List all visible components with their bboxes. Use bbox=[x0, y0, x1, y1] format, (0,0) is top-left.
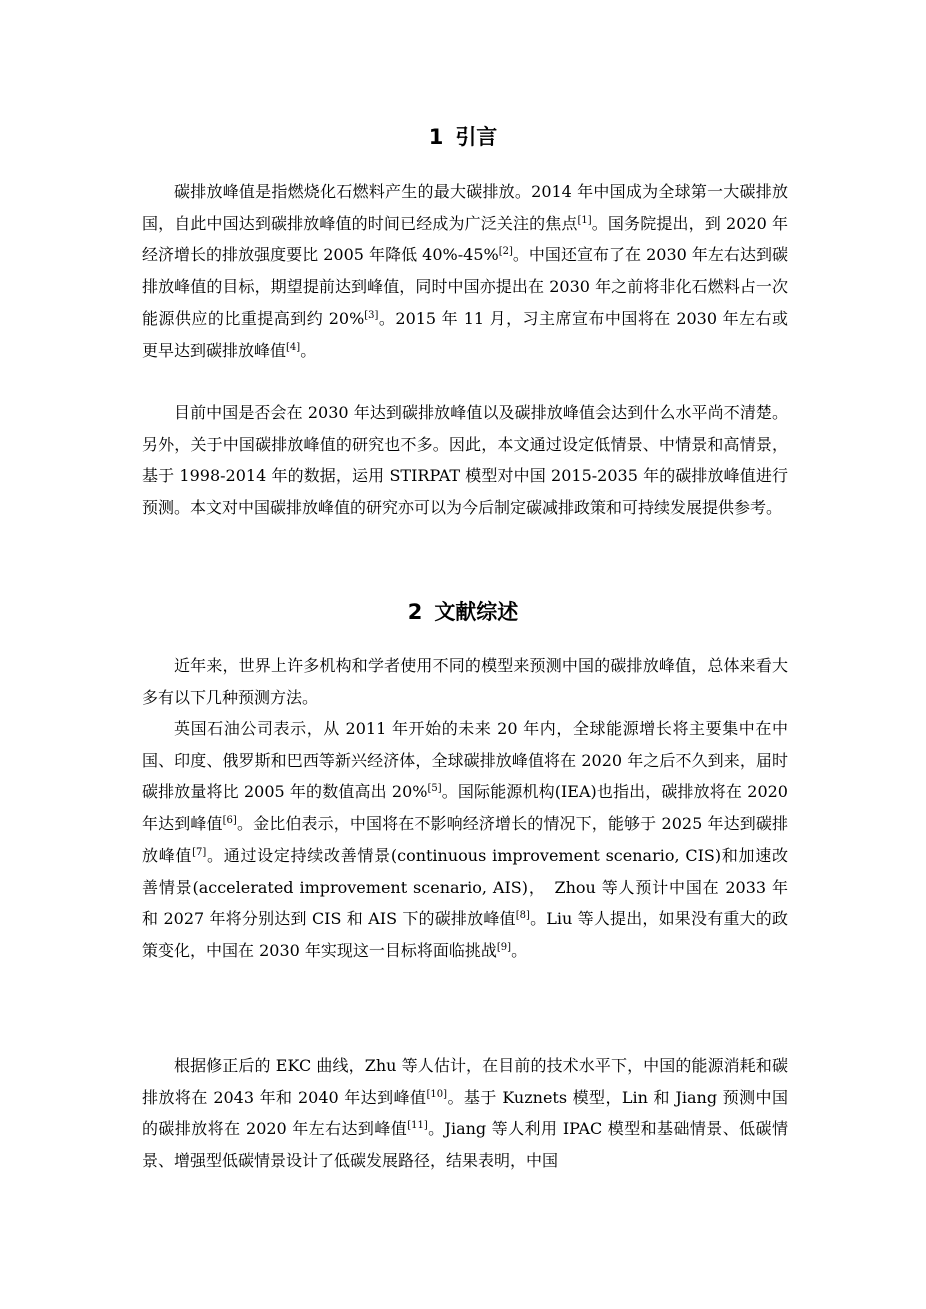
paragraph-text: 近年来，世界上许多机构和学者使用不同的模型来预测中国的碳排放峰值，总体来看大多有以下几种预测方法。 bbox=[142, 656, 788, 707]
paragraph-text: 。国务院提出，到 2020 年经济增长的排放强度要比 2005 年降低 40%-45% bbox=[142, 213, 788, 265]
paragraph bbox=[142, 1050, 788, 1177]
paragraph-text: 。中国还宣布了在 2030 年左右达到碳排放峰值的目标，期望提前达到峰值，同时中国亦提出在 2030 年之前将非化石燃料占一次能源供应的比重提高到约 20% bbox=[142, 245, 788, 328]
citation-ref: [11] bbox=[407, 1120, 428, 1132]
section-title: 引言 bbox=[455, 125, 498, 149]
citation-ref: [6] bbox=[222, 815, 237, 827]
paragraph-text: 。2015 年 11 月，习主席宣布中国将在 2030 年左右或更早达到碳排放峰值 bbox=[142, 308, 788, 360]
citation-ref: [8] bbox=[515, 910, 530, 922]
paragraph-text: 。通过设定持续改善情景(continuous improvement scenario, CIS)和加速改善情景(accelerated improvement scenario, AIS)， Zhou 等人预计中国在 2033 年和 2027 年将分别达到 CIS 和 AIS 下的碳排放峰值 bbox=[142, 845, 788, 929]
section-heading-2 bbox=[0, 598, 926, 626]
section-heading-1 bbox=[0, 123, 926, 151]
paragraph-text: 。基于 Kuznets 模型，Lin 和 Jiang 预测中国的碳排放将在 2020 年左右达到峰值 bbox=[142, 1087, 788, 1139]
paragraph bbox=[142, 176, 788, 366]
paragraph-text: 。Jiang 等人利用 IPAC 模型和基础情景、低碳情景、增强型低碳情景设计了低碳发展路径，结果表明，中国 bbox=[142, 1119, 788, 1171]
paragraph-text: 英国石油公司表示，从 2011 年开始的未来 20 年内，全球能源增长将主要集中在中国、印度、俄罗斯和巴西等新兴经济体，全球碳排放峰值将在 2020 年之后不久到来，届时碳排放量将比 2005 年的数值高出 20% bbox=[142, 719, 788, 802]
paragraph-text: 目前中国是否会在 2030 年达到碳排放峰值以及碳排放峰值会达到什么水平尚不清楚。另外，关于中国碳排放峰值的研究也不多。因此，本文通过设定低情景、中情景和高情景，基于 1998-2014 年的数据，运用 STIRPAT 模型对中国 2015-2035 年的碳排放峰值进行预测。本文对中国碳排放峰值的研究亦可以为今后制定碳减排政策和可持续发展提供参考。 bbox=[142, 403, 788, 518]
section-number: 1 bbox=[428, 125, 444, 149]
section-title: 文献综述 bbox=[434, 600, 519, 624]
paragraph-text: 根据修正后的 EKC 曲线，Zhu 等人估计，在目前的技术水平下，中国的能源消耗和碳排放将在 2043 年和 2040 年达到峰值 bbox=[142, 1056, 788, 1107]
citation-ref: [4] bbox=[286, 341, 301, 353]
citation-ref: [9] bbox=[496, 941, 512, 953]
paragraph bbox=[142, 650, 788, 713]
paragraph-text: 。 bbox=[511, 940, 528, 960]
citation-ref: [7] bbox=[192, 846, 207, 858]
citation-ref: [1] bbox=[577, 214, 592, 226]
section-number: 2 bbox=[407, 600, 423, 624]
citation-ref: [2] bbox=[498, 246, 513, 258]
paragraph bbox=[142, 713, 788, 967]
paragraph-text: 。国际能源机构(IEA)也指出，碳排放将在 2020 年达到峰值 bbox=[142, 782, 788, 834]
paragraph-text: 碳排放峰值是指燃烧化石燃料产生的最大碳排放。2014 年中国成为全球第一大碳排放国，自此中国达到碳排放峰值的时间已经成为广泛关注的焦点 bbox=[142, 182, 788, 233]
paragraph-text: 。 bbox=[300, 340, 317, 360]
paragraph-text: 。金比伯表示，中国将在不影响经济增长的情况下，能够于 2025 年达到碳排放峰值 bbox=[142, 814, 788, 865]
citation-ref: [5] bbox=[427, 783, 442, 795]
paragraph bbox=[142, 397, 788, 524]
citation-ref: [10] bbox=[426, 1088, 447, 1100]
paragraph-text: 。Liu 等人提出，如果没有重大的政策变化，中国在 2030 年实现这一目标将面临挑战 bbox=[142, 909, 788, 960]
citation-ref: [3] bbox=[364, 309, 379, 321]
